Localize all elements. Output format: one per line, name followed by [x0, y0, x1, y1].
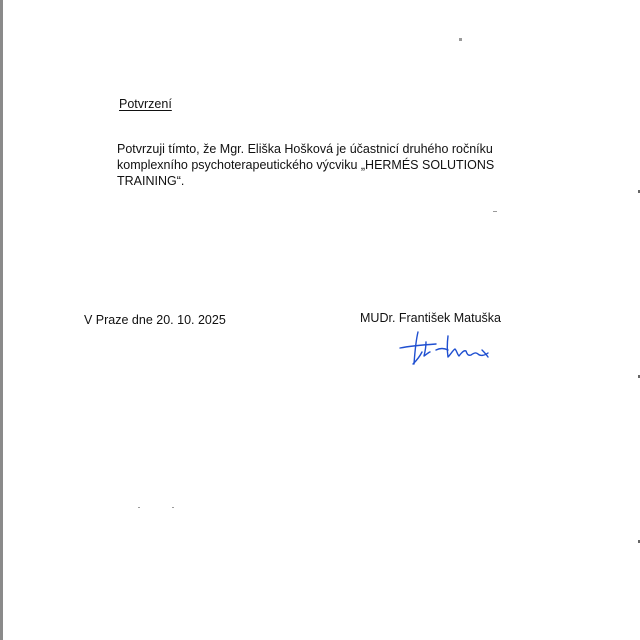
- signer-name: MUDr. František Matuška: [360, 311, 502, 325]
- handwritten-signature: [396, 330, 492, 370]
- place-and-date: V Praze dne 20. 10. 2025: [84, 313, 226, 327]
- scan-speck: [459, 38, 462, 41]
- scan-speck: [172, 507, 174, 508]
- paragraph-line: Potvrzuji tímto, že Mgr. Eliška Hošková je účastnicí druhého ročníku: [117, 142, 493, 156]
- scan-speck: [493, 211, 497, 212]
- confirmation-paragraph: [117, 141, 517, 189]
- paragraph-line: TRAINING“.: [117, 174, 185, 188]
- paragraph-line: komplexního psychoterapeutického výcviku „HERMÉS SOLUTIONS: [117, 158, 495, 172]
- scan-left-edge: [0, 0, 3, 640]
- scan-speck: [138, 507, 140, 508]
- document-heading: Potvrzení: [119, 97, 172, 111]
